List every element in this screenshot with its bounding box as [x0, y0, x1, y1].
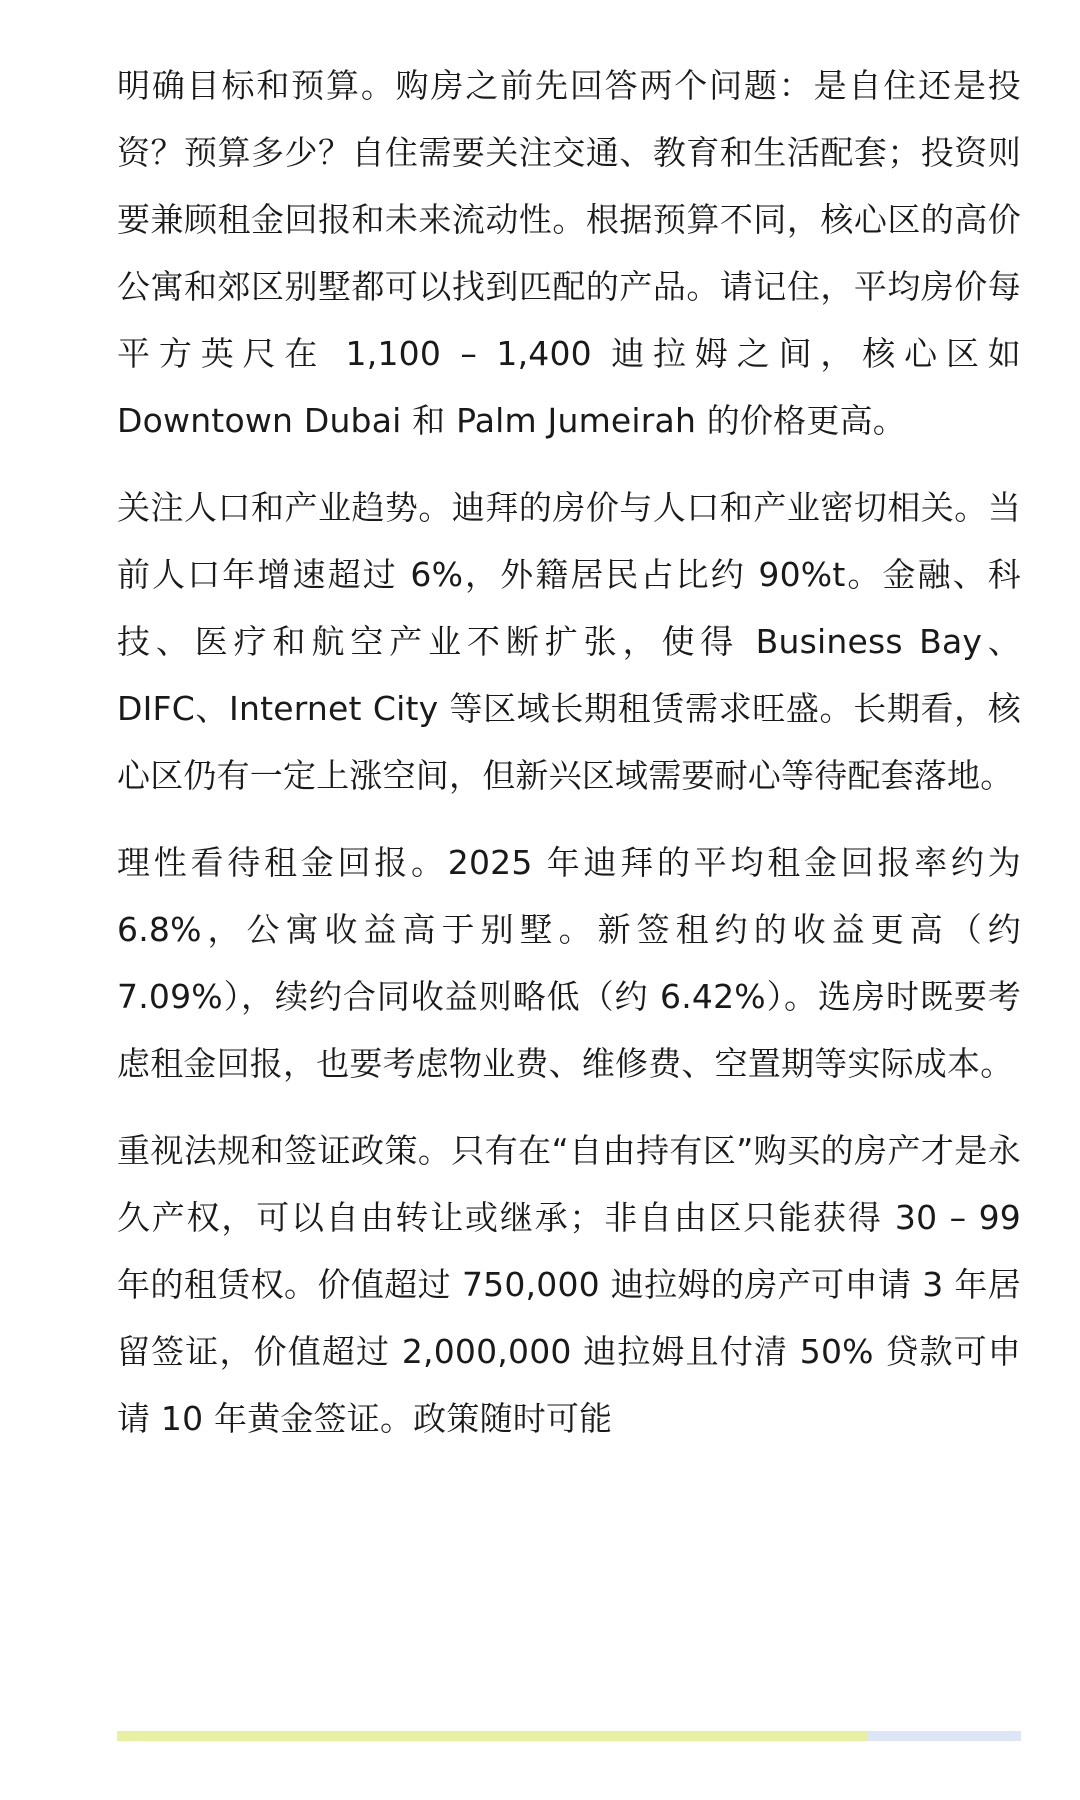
reading-progress-fill — [117, 1731, 867, 1741]
paragraph-rental-yield: 理性看待租金回报。2025 年迪拜的平均租金回报率约为 6.8%，公寓收益高于别墅。新签租约的收益更高（约 7.09%），续约合同收益则略低（约 6.42%）。选房时既要考虑租金回报，也要考虑物业费、维修费、空置期等实际成本。 — [117, 843, 1021, 1083]
article-body — [117, 52, 1021, 1472]
paragraph-population-industry: 关注人口和产业趋势。迪拜的房价与人口和产业密切相关。当前人口年增速超过 6%，外籍居民占比约 90%t。金融、科技、医疗和航空产业不断扩张，使得 Business Bay、DIFC、Internet City 等区域长期租赁需求旺盛。长期看，核心区仍有一定上涨空间，但新兴区域需要耐心等待配套落地。 — [117, 488, 1021, 795]
reading-progress-bar — [117, 1731, 1021, 1741]
paragraph-goals-budget: 明确目标和预算。购房之前先回答两个问题：是自住还是投资？预算多少？自住需要关注交通、教育和生活配套；投资则要兼顾租金回报和未来流动性。根据预算不同，核心区的高价公寓和郊区别墅都可以找到匹配的产品。请记住，平均房价每平方英尺在 1,100 – 1,400 迪拉姆之间，核心区如 Downtown Dubai 和 Palm Jumeirah 的价格更高。 — [117, 66, 1021, 440]
paragraph-regulations-visa: 重视法规和签证政策。只有在“自由持有区”购买的房产才是永久产权，可以自由转让或继承；非自由区只能获得 30 – 99 年的租赁权。价值超过 750,000 迪拉姆的房产可申请 3 年居留签证，价值超过 2,000,000 迪拉姆且付清 50% 贷款可申请 10 年黄金签证。政策随时可能 — [117, 1131, 1021, 1438]
